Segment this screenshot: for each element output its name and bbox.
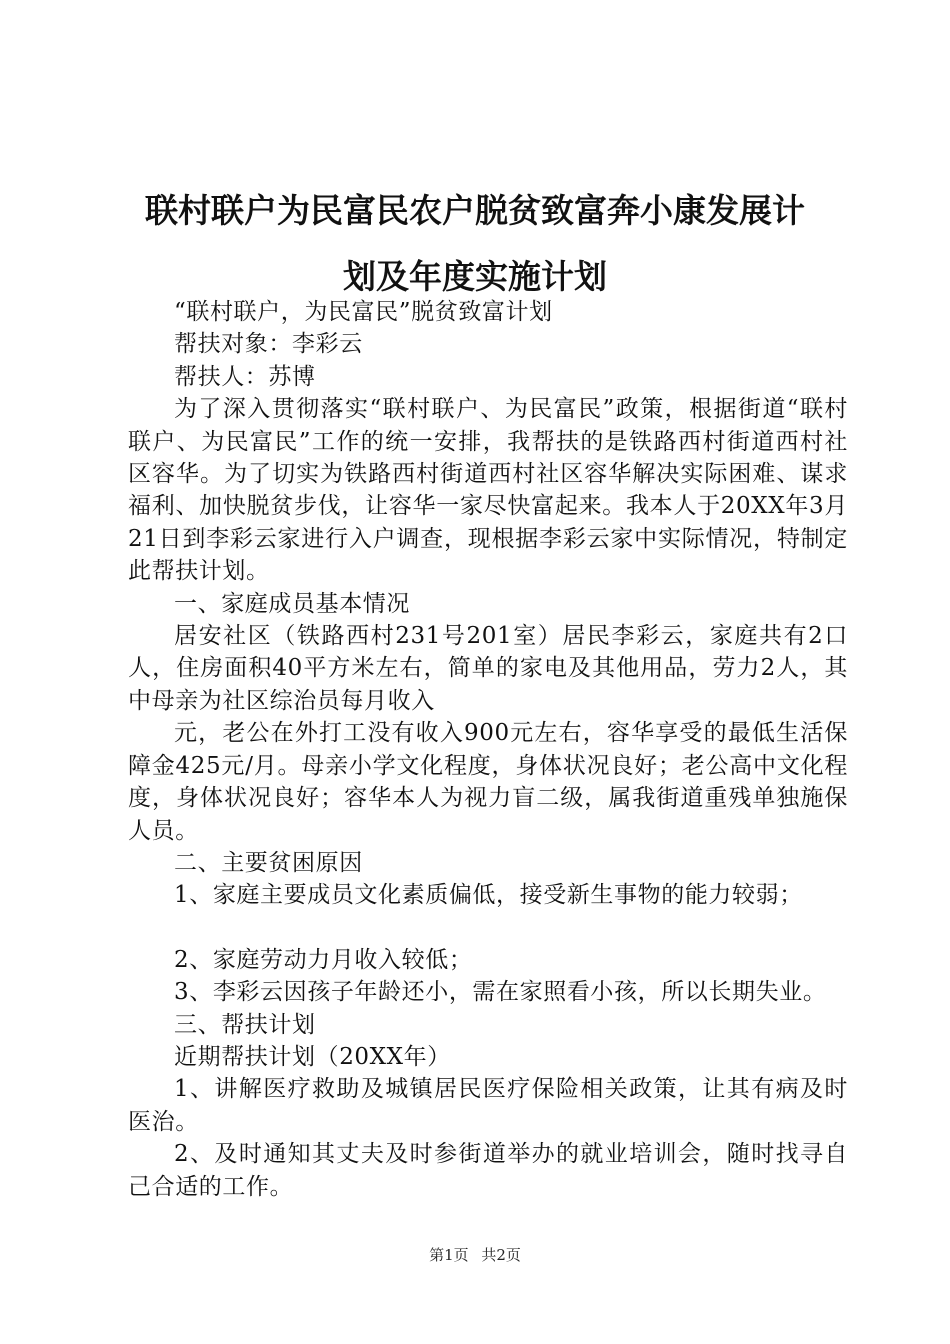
income-paragraph: 元，老公在外打工没有收入900元左右，容华享受的最低生活保障金425元/月。母亲小学文化程度，身体状况良好；老公高中文化程度，身体状况良好；容华本人为视力盲二级，属我街道重残单独施保人员。 [128,720,848,844]
page-footer [0,1244,950,1265]
short-term-plan-heading: 近期帮扶计划（20XX年） [174,1043,451,1070]
page-total: 共2页 [481,1246,521,1264]
intro-paragraph: 为了深入贯彻落实“联村联户、为民富民”政策，根据街道“联村联户、为民富民”工作的统一安排，我帮扶的是铁路西村街道西村社区容华。为了切实为铁路西村街道西村社区容华解决实际困难、谋求福利、加快脱贫步伐，让容华一家尽快富起来。我本人于20XX年3月21日到李彩云家进行入户调查，现根据李彩云家中实际情况，特制定此帮扶计划。 [128,396,848,585]
section-heading-2: 二、主要贫困原因 [174,849,363,876]
title-line-2: 划及年度实施计划 [343,257,607,296]
document-body [128,296,848,1203]
reason-item-1: 1、家庭主要成员文化素质偏低，接受新生事物的能力较弱； [174,882,803,909]
reason-item-2: 2、家庭劳动力月收入较低； [174,946,473,973]
section-heading-1: 一、家庭成员基本情况 [174,590,410,617]
helper-line: 帮扶人：苏博 [174,363,316,390]
plan-item-1: 1、讲解医疗救助及城镇居民医疗保险相关政策，让其有病及时医治。 [128,1076,848,1135]
title-line-1: 联村联户为民富民农户脱贫致富奔小康发展计 [145,191,805,230]
family-paragraph: 居安社区（铁路西村231号201室）居民李彩云，家庭共有2口人，住房面积40平方米左右，简单的家电及其他用品，劳力2人，其中母亲为社区综治员每月收入 [128,623,848,714]
recipient-line: 帮扶对象：李彩云 [174,331,363,358]
document-title [100,178,850,310]
plan-heading: “联村联户，为民富民”脱贫致富计划 [174,299,553,325]
section-heading-3: 三、帮扶计划 [174,1011,316,1038]
reason-item-3: 3、李彩云因孩子年龄还小，需在家照看小孩，所以长期失业。 [174,979,827,1006]
plan-item-2: 2、及时通知其丈夫及时参街道举办的就业培训会，随时找寻自己合适的工作。 [128,1141,848,1200]
page-number: 第1页 [429,1246,469,1264]
